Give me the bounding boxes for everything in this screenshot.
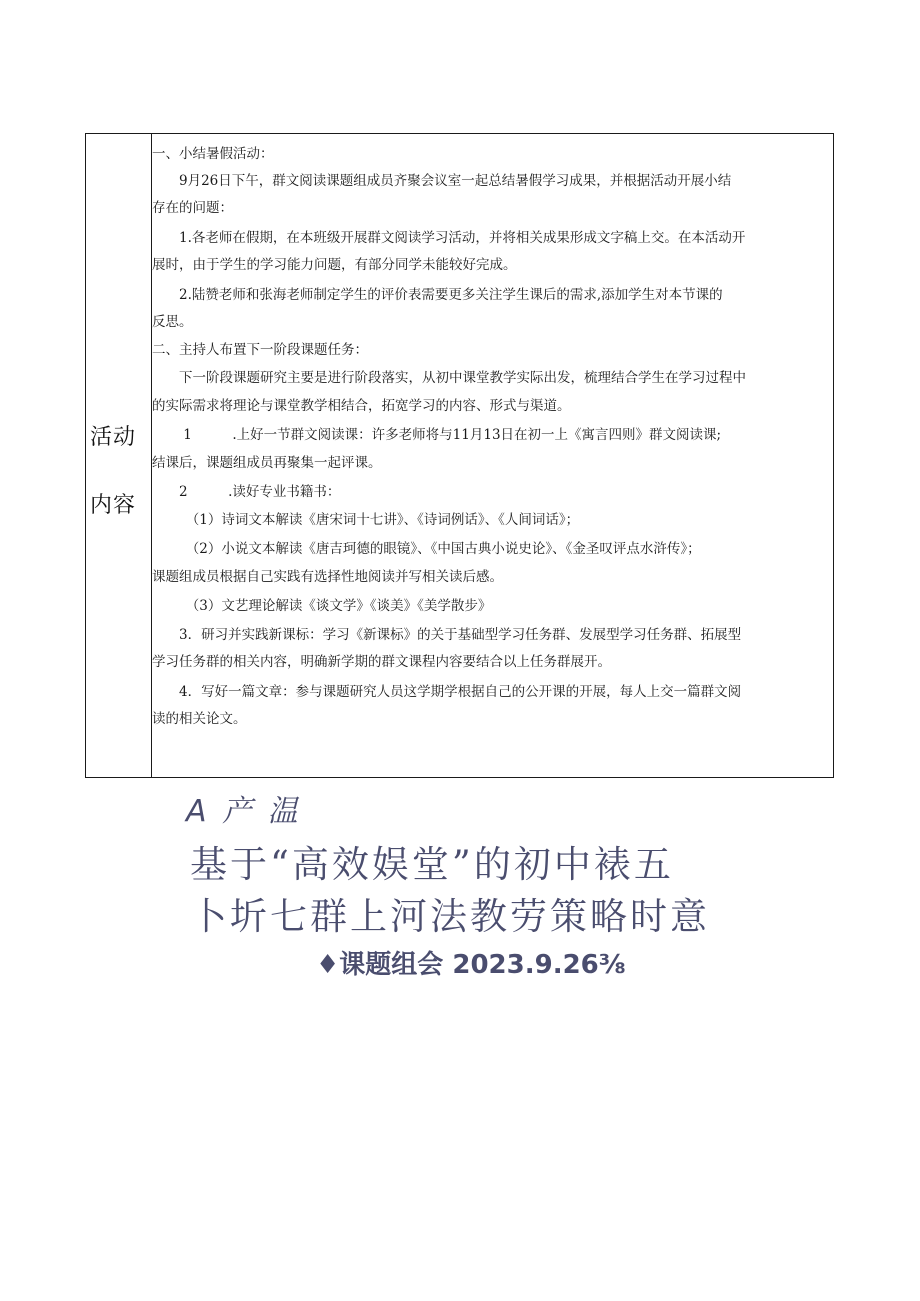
text-line: 1 .上好一节群文阅读课：许多老师将与11月13日在初一上《寓言四则》群文阅读课; [152,427,722,443]
text-line: 的实际需求将理论与课堂教学相结合，拓宽学习的内容、形式与渠道。 [152,398,571,414]
label-cell [86,134,152,777]
label-activity: 活动 [90,425,137,450]
text-line: 一、小结暑假活动： [152,146,274,162]
overlay-meeting-date: ♦课题组会 2023.9.26⅜ [316,950,626,980]
text-line: 展时，由于学生的学习能力问题，有部分同学未能较好完成。 [152,257,517,273]
overlay-heading: A 产 温 [186,794,301,829]
overlay-title-line-1: 基于“高效娱堂”的初中裱五 [190,843,674,886]
text-line: 下一阶段课题研究主要是进行阶段落实，从初中课堂教学实际出发，梳理结合学生在学习过程中 [152,370,746,386]
text-line: 结课后，课题组成员再聚集一起评课。 [152,455,382,471]
text-line: 读的相关论文。 [152,711,247,727]
label-content: 内容 [90,493,137,518]
text-line: 3．研习并实践新课标：学习《新课标》的关于基础型学习任务群、发展型学习任务群、拓展型 [152,627,742,643]
activity-table [85,133,834,778]
text-line: 学习任务群的相关内容，明确新学期的群文课程内容要结合以上任务群展开。 [152,654,611,670]
text-line: （1）诗词文本解读《唐宋词十七讲》、《诗词例话》、《人间词话》； [152,512,580,528]
text-line: （2）小说文本解读《唐吉珂德的眼镜》、《中国古典小说史论》、《金圣叹评点水浒传》； [152,541,701,557]
text-line: 9月26日下午，群文阅读课题组成员齐聚会议室一起总结暑假学习成果，并根据活动开展小结 [152,173,732,189]
text-line: 1.各老师在假期，在本班级开展群文阅读学习活动，并将相关成果形成文字稿上交。在本活动开 [152,230,746,246]
text-line: 二、主持人布置下一阶段课题任务： [152,342,368,358]
overlay-title-line-2: 卜圻七群上河法教劳策略时意 [190,895,710,938]
text-line: （3）文艺理论解读《谈文学》《谈美》《美学散步》 [152,598,492,614]
text-line: 课题组成员根据自己实践有选择性地阅读并写相关读后感。 [152,569,503,585]
text-line: 2.陆赞老师和张海老师制定学生的评价表需要更多关注学生课后的需求,添加学生对本节课的 [152,287,723,303]
text-line: 反思。 [152,314,193,330]
text-line: 4．写好一篇文章：参与课题研究人员这学期学根据自己的公开课的开展，每人上交一篇群文阅 [152,684,742,700]
text-line: 2 .读好专业书籍书： [152,484,341,500]
text-line: 存在的问题： [152,200,233,216]
